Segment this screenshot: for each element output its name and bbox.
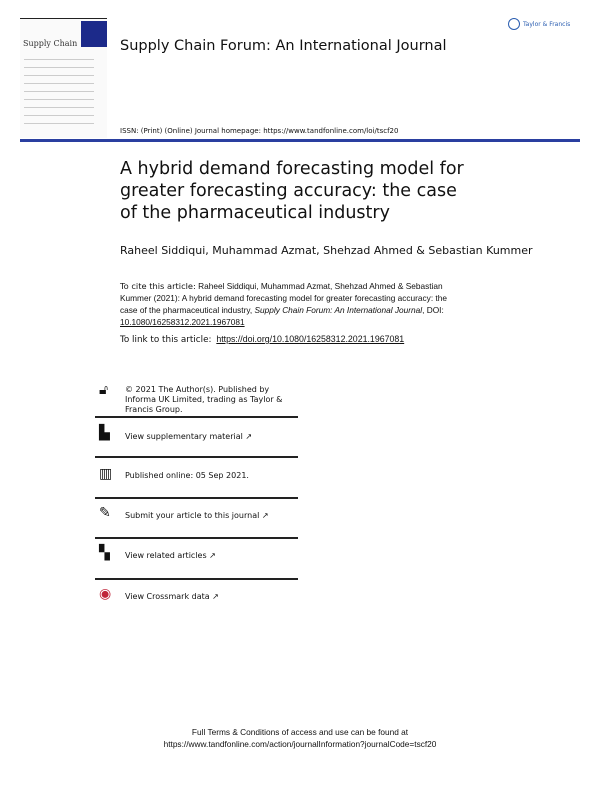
calendar-icon: ▥ (99, 466, 113, 482)
doi-link[interactable]: 10.1080/16258312.2021.1967081 (120, 317, 245, 327)
publisher-logo: Taylor & Francis (508, 18, 570, 30)
article-authors: Raheel Siddiqui, Muhammad Azmat, Shehzad Ahmed & Sebastian Kummer (120, 244, 533, 257)
header-rule (20, 139, 580, 142)
journal-cover-thumbnail (20, 18, 107, 138)
citation: To cite this article: Raheel Siddiqui, Muhammad Azmat, Shehzad Ahmed & Sebastian Kummer (2021): A hybrid demand forecasting model for greater forecasting accuracy: the case of the pharmaceutical industry, Supply Chain Forum: An International Journal, DOI: 10.1080/16258312.2021.1967081 (120, 281, 447, 327)
open-access-icon: 🔓︎ (99, 382, 109, 398)
journal-information-link[interactable]: https://www.tandfonline.com/action/journalInformation?journalCode=tscf20 (163, 739, 437, 749)
related-search-icon: ▚ (99, 545, 110, 561)
edit-icon: ✎ (99, 505, 111, 521)
crossmark-icon: ◉ (99, 586, 112, 602)
journal-homepage-link[interactable]: https://www.tandfonline.com/loi/tscf20 (263, 127, 399, 135)
cover-title: Supply Chain (23, 39, 78, 48)
article-link: To link to this article: https://doi.org/10.1080/16258312.2021.1967081 (120, 334, 405, 345)
article-url-link[interactable]: https://doi.org/10.1080/16258312.2021.1967081 (216, 334, 405, 344)
cover-image (81, 21, 107, 47)
article-title: A hybrid demand forecasting model for greater forecasting accuracy: the case of the pharmaceutical industry (120, 159, 464, 223)
supplementary-file-icon: ▙ (99, 425, 110, 441)
footer: Full Terms & Conditions of access and use can be found at https://www.tandfonline.com/action/journalInformation?journalCode=tscf20 (0, 726, 600, 750)
publisher-logo-icon (508, 18, 520, 30)
issn-line: ISSN: (Print) (Online) Journal homepage: https://www.tandfonline.com/loi/tscf20 (120, 127, 399, 135)
journal-title: Supply Chain Forum: An International Journal (120, 38, 447, 54)
